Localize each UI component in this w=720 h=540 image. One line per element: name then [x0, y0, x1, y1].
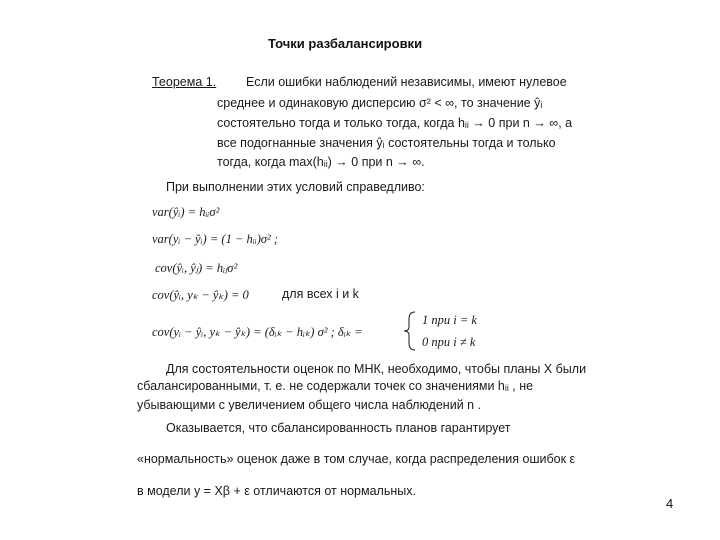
theorem-line-5: тогда, когда max(hᵢᵢ) → 0 при n → ∞.	[217, 155, 425, 169]
case-not-equal: 0 при i ≠ k	[422, 335, 476, 349]
theorem-label: Теорема 1.	[152, 75, 217, 89]
paragraph-2-line-1: Оказывается, что сбалансированность планов гарантирует	[166, 421, 511, 435]
formula-cov-residuals: cov(yᵢ − ŷᵢ, yₖ − ŷₖ) = (δᵢₖ − hᵢₖ) σ² ; δᵢₖ =	[152, 325, 363, 339]
formula-var-yhat: var(ŷᵢ) = hᵢᵢσ²	[152, 205, 220, 219]
formula-cov-yhat-residual: cov(ŷᵢ, yₖ − ŷₖ) = 0	[152, 288, 249, 302]
slide-title: Точки разбалансировки	[268, 36, 423, 51]
formula-var-residual: var(yᵢ − ŷᵢ) = (1 − hᵢᵢ)σ² ;	[152, 232, 279, 246]
paragraph-1-line-3: убывающими с увеличением общего числа наблюдений n .	[137, 398, 482, 412]
theorem-line-3: состоятельно тогда и только тогда, когда hᵢᵢ → 0 при n → ∞, а	[217, 116, 573, 130]
theorem-line-2: среднее и одинаковую дисперсию σ² < ∞, то значение ŷᵢ	[217, 96, 543, 110]
theorem-line-1: Если ошибки наблюдений независимы, имеют нулевое	[246, 75, 567, 89]
paragraph-1-line-2: сбалансированными, т. е. не содержали точек со значениями hᵢᵢ , не	[137, 379, 534, 393]
theorem-line-4: все подогнанные значения ŷᵢ состоятельны тогда и только	[217, 136, 556, 150]
paragraph-1-line-1: Для состоятельности оценок по МНК, необходимо, чтобы планы X были	[166, 362, 587, 376]
conditions-intro: При выполнении этих условий справедливо:	[166, 180, 425, 194]
paragraph-2-line-3: в модели y = Xβ + ε отличаются от нормальных.	[137, 484, 416, 498]
formula-cov-yhat: cov(ŷᵢ, ŷⱼ) = hᵢⱼσ²	[155, 261, 238, 275]
formula-cov-condition: для всех i и k	[282, 287, 359, 301]
paragraph-2-line-2: «нормальность» оценок даже в том случае, когда распределения ошибок ε	[137, 452, 576, 466]
piecewise-brace	[403, 311, 417, 351]
case-equal: 1 при i = k	[422, 313, 477, 327]
page-number: 4	[666, 496, 674, 511]
